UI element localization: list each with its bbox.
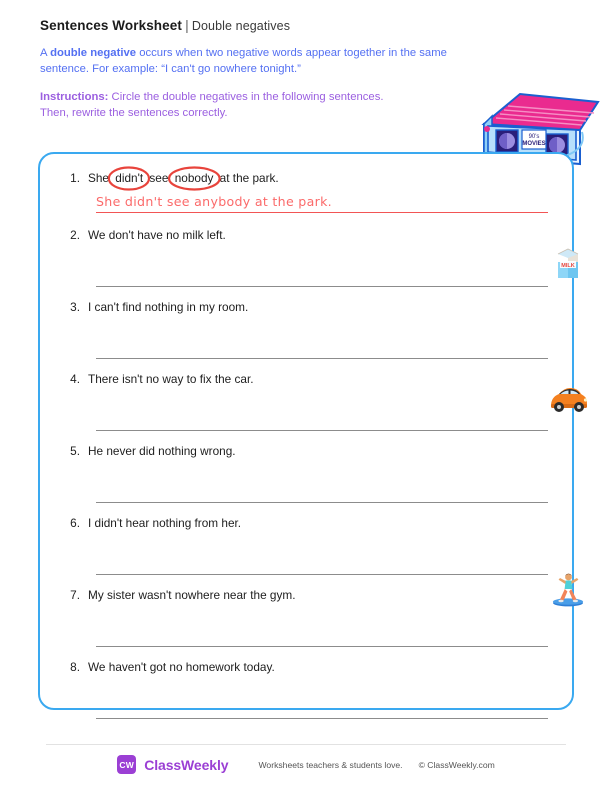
circled-word-label: didn't bbox=[115, 171, 144, 185]
answer-blank-line[interactable] bbox=[96, 459, 548, 503]
questions-list bbox=[66, 170, 554, 731]
question-number: 5. bbox=[70, 444, 80, 458]
page-title-main: Sentences Worksheet bbox=[40, 18, 182, 33]
question-number: 1. bbox=[70, 171, 80, 185]
question-row bbox=[66, 227, 554, 243]
question-row bbox=[66, 299, 554, 315]
question-text: We haven't got no homework today. bbox=[88, 660, 275, 674]
title-separator: | bbox=[184, 18, 189, 33]
page-title-subtitle: Double negatives bbox=[191, 19, 291, 33]
page-title bbox=[40, 18, 510, 33]
answer-blank-line[interactable] bbox=[96, 531, 548, 575]
question-number: 7. bbox=[70, 588, 80, 602]
question-text: She didn't see nobody at the park. bbox=[88, 170, 554, 186]
question-row bbox=[66, 443, 554, 459]
milk-label: MILK bbox=[561, 263, 575, 269]
instructions-text bbox=[40, 90, 410, 121]
question-row bbox=[66, 659, 554, 675]
question-item bbox=[66, 371, 554, 431]
vhs-label-line2: MOVIES bbox=[522, 141, 546, 147]
question-item bbox=[66, 587, 554, 647]
question-text: He never did nothing wrong. bbox=[88, 444, 236, 458]
question-item bbox=[66, 299, 554, 359]
question-item bbox=[66, 659, 554, 719]
answer-blank-line[interactable] bbox=[96, 675, 548, 719]
definition-term: double negative bbox=[50, 47, 137, 59]
question-item bbox=[66, 443, 554, 503]
worksheet-header bbox=[40, 18, 510, 121]
question-number: 4. bbox=[70, 372, 80, 386]
question-number: 3. bbox=[70, 300, 80, 314]
footer bbox=[0, 755, 612, 774]
vhs-label-line1: 90's bbox=[528, 134, 540, 140]
question-item bbox=[66, 227, 554, 287]
answer-blank-line[interactable] bbox=[96, 243, 548, 287]
question-row bbox=[66, 170, 554, 186]
car-illustration bbox=[546, 378, 590, 422]
footer-copyright: © ClassWeekly.com bbox=[418, 759, 495, 770]
definition-text bbox=[40, 46, 470, 77]
question-row bbox=[66, 515, 554, 531]
footer-tagline: Worksheets teachers & students love. bbox=[258, 759, 403, 770]
circled-word-second[interactable] bbox=[172, 170, 217, 186]
circled-word-label: nobody bbox=[174, 171, 214, 185]
question-text: I can't find nothing in my room. bbox=[88, 300, 249, 314]
question-text: My sister wasn't nowhere near the gym. bbox=[88, 588, 296, 602]
answer-blank-line[interactable] bbox=[96, 603, 548, 647]
circled-word-first[interactable] bbox=[112, 170, 146, 186]
question-text: There isn't no way to fix the car. bbox=[88, 372, 254, 386]
answer-handwritten[interactable]: She didn't see anybody at the park. bbox=[96, 194, 548, 213]
question-item bbox=[66, 515, 554, 575]
question-row bbox=[66, 371, 554, 387]
definition-lead: A bbox=[40, 47, 51, 59]
question-number: 2. bbox=[70, 228, 80, 242]
footer-divider bbox=[46, 744, 566, 745]
instructions-body: Circle the double negatives in the following sentences. Then, rewrite the sentences correctly. bbox=[40, 91, 384, 119]
question-row bbox=[66, 587, 554, 603]
instructions-label: Instructions: bbox=[40, 91, 109, 103]
yoga-person-illustration bbox=[546, 566, 590, 610]
question-number: 6. bbox=[70, 516, 80, 530]
classweekly-logo-icon: CW bbox=[117, 755, 136, 774]
answer-blank-line[interactable] bbox=[96, 387, 548, 431]
answer-blank-line[interactable] bbox=[96, 315, 548, 359]
question-number: 8. bbox=[70, 660, 80, 674]
questions-card bbox=[38, 152, 574, 710]
question-text: We don't have no milk left. bbox=[88, 228, 226, 242]
brand-name: ClassWeekly bbox=[144, 756, 229, 773]
question-item bbox=[66, 170, 554, 213]
question-text: I didn't hear nothing from her. bbox=[88, 516, 242, 530]
milk-carton-illustration bbox=[546, 240, 590, 284]
definition-rest: occurs when two negative words appear together in the same sentence. For example: “I can't go nowhere tonight.” bbox=[40, 47, 447, 75]
